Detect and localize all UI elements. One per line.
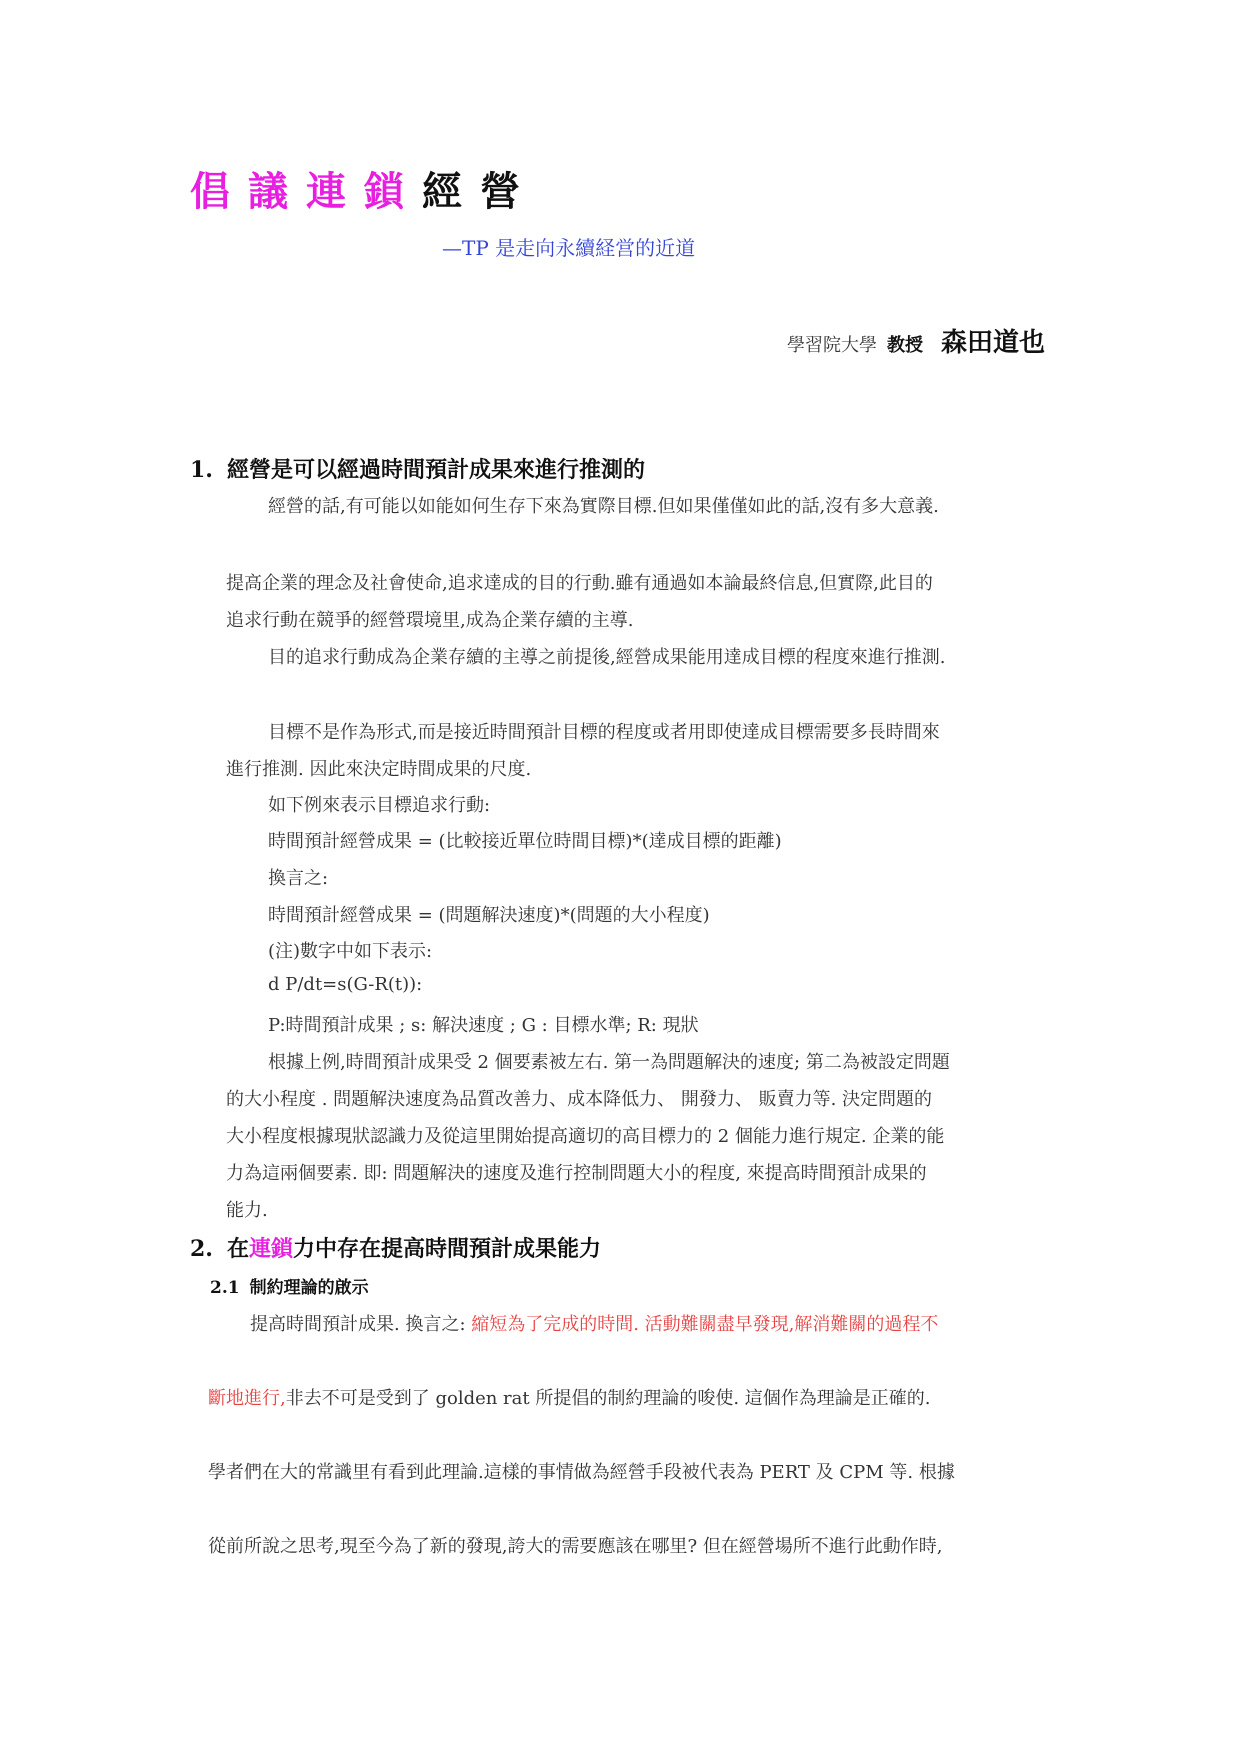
paragraph-line bbox=[208, 1384, 931, 1410]
author-institution: 學習院大學 bbox=[786, 335, 877, 356]
document-subtitle: —TP 是走向永續経営的近道 bbox=[442, 236, 696, 260]
subsection-2-1-title: 制約理論的啟示 bbox=[249, 1278, 369, 1298]
formula-line: 時間預計經營成果 = (比較接近單位時間目標)*(達成目標的距離) bbox=[268, 831, 782, 852]
text-highlight-red: 斷地進行, bbox=[208, 1388, 286, 1409]
text-normal: 非去不可是受到了 golden rat 所提倡的制約理論的唆使. 這個作為理論是正確的. bbox=[285, 1388, 931, 1409]
section-2-title-post: 力中存在提高時間預計成果能力 bbox=[293, 1237, 602, 1262]
paragraph-line: 追求行動在競爭的經營環境里,成為企業存續的主導. bbox=[226, 610, 634, 631]
subsection-2-1-heading bbox=[210, 1273, 369, 1298]
section-1-number: 1. bbox=[190, 457, 213, 483]
paragraph-line: 大小程度根據現狀認識力及從這里開始提高適切的高目標力的 2 個能力進行規定. 企業的能 bbox=[226, 1126, 945, 1147]
paragraph-line: 提高企業的理念及社會使命,追求達成的目的行動.雖有通過如本論最終信息,但實際,此目的 bbox=[226, 573, 933, 594]
section-2-title-pre: 在 bbox=[226, 1237, 249, 1262]
document-title bbox=[190, 160, 538, 217]
paragraph-line: 換言之: bbox=[268, 868, 329, 889]
author-line bbox=[787, 322, 1045, 359]
section-2-number: 2. bbox=[190, 1236, 213, 1262]
section-2-heading bbox=[190, 1232, 601, 1263]
section-1-title: 經營是可以經過時間預計成果來進行推測的 bbox=[226, 458, 645, 483]
paragraph-line: 根據上例,時間預計成果受 2 個要素被左右. 第一為問題解決的速度; 第二為被設定問題 bbox=[268, 1052, 950, 1073]
paragraph-line: 進行推測. 因此來決定時間成果的尺度. bbox=[226, 759, 532, 780]
paragraph-line bbox=[250, 1310, 938, 1336]
section-2-title-highlight: 連鎖 bbox=[248, 1237, 293, 1262]
paragraph-line: 經營的話,有可能以如能如何生存下來為實際目標.但如果僅僅如此的話,沒有多大意義. bbox=[268, 496, 939, 517]
subsection-2-1-number: 2.1 bbox=[210, 1278, 240, 1298]
paragraph-line: 目標不是作為形式,而是接近時間預計目標的程度或者用即使達成目標需要多長時間來 bbox=[268, 722, 940, 743]
formula-line: 時間預計經營成果 = (問題解決速度)*(問題的大小程度) bbox=[268, 905, 710, 926]
paragraph-line: 目的追求行動成為企業存續的主導之前提後,經營成果能用達成目標的程度來進行推測. bbox=[268, 647, 946, 668]
paragraph-line: 的大小程度 . 問題解決速度為品質改善力、成本降低力、 開發力、 販賣力等. 決定問題的 bbox=[226, 1089, 933, 1110]
formula-line: d P/dt=s(G-R(t)): bbox=[268, 974, 423, 995]
paragraph-line: (注)數字中如下表示: bbox=[268, 941, 433, 962]
text-normal: 提高時間預計成果. 換言之: bbox=[250, 1314, 472, 1335]
title-pink-part: 倡議連鎖 bbox=[190, 169, 422, 215]
paragraph-line: 學者們在大的常識里有看到此理論.這樣的事情做為經營手段被代表為 PERT 及 CPM 等. 根據 bbox=[208, 1462, 955, 1483]
author-name: 森田道也 bbox=[940, 328, 1045, 358]
formula-legend: P:時間預計成果 ; s: 解決速度 ; G : 目標水準; R: 現狀 bbox=[268, 1015, 699, 1036]
paragraph-line: 能力. bbox=[226, 1200, 268, 1221]
title-black-part: 經營 bbox=[422, 169, 538, 215]
paragraph-line: 從前所說之思考,現至今為了新的發現,誇大的需要應該在哪里? 但在經營場所不進行此動作時, bbox=[208, 1536, 943, 1557]
paragraph-line: 如下例來表示目標追求行動: bbox=[268, 795, 491, 816]
paragraph-line: 力為這兩個要素. 即: 問題解決的速度及進行控制問題大小的程度, 來提高時間預計成果的 bbox=[226, 1163, 927, 1184]
author-role: 教授 bbox=[886, 335, 923, 356]
text-highlight-red: 縮短為了完成的時間. 活動難關盡早發現,解消難關的過程不 bbox=[471, 1314, 939, 1335]
section-1-heading bbox=[190, 453, 645, 484]
